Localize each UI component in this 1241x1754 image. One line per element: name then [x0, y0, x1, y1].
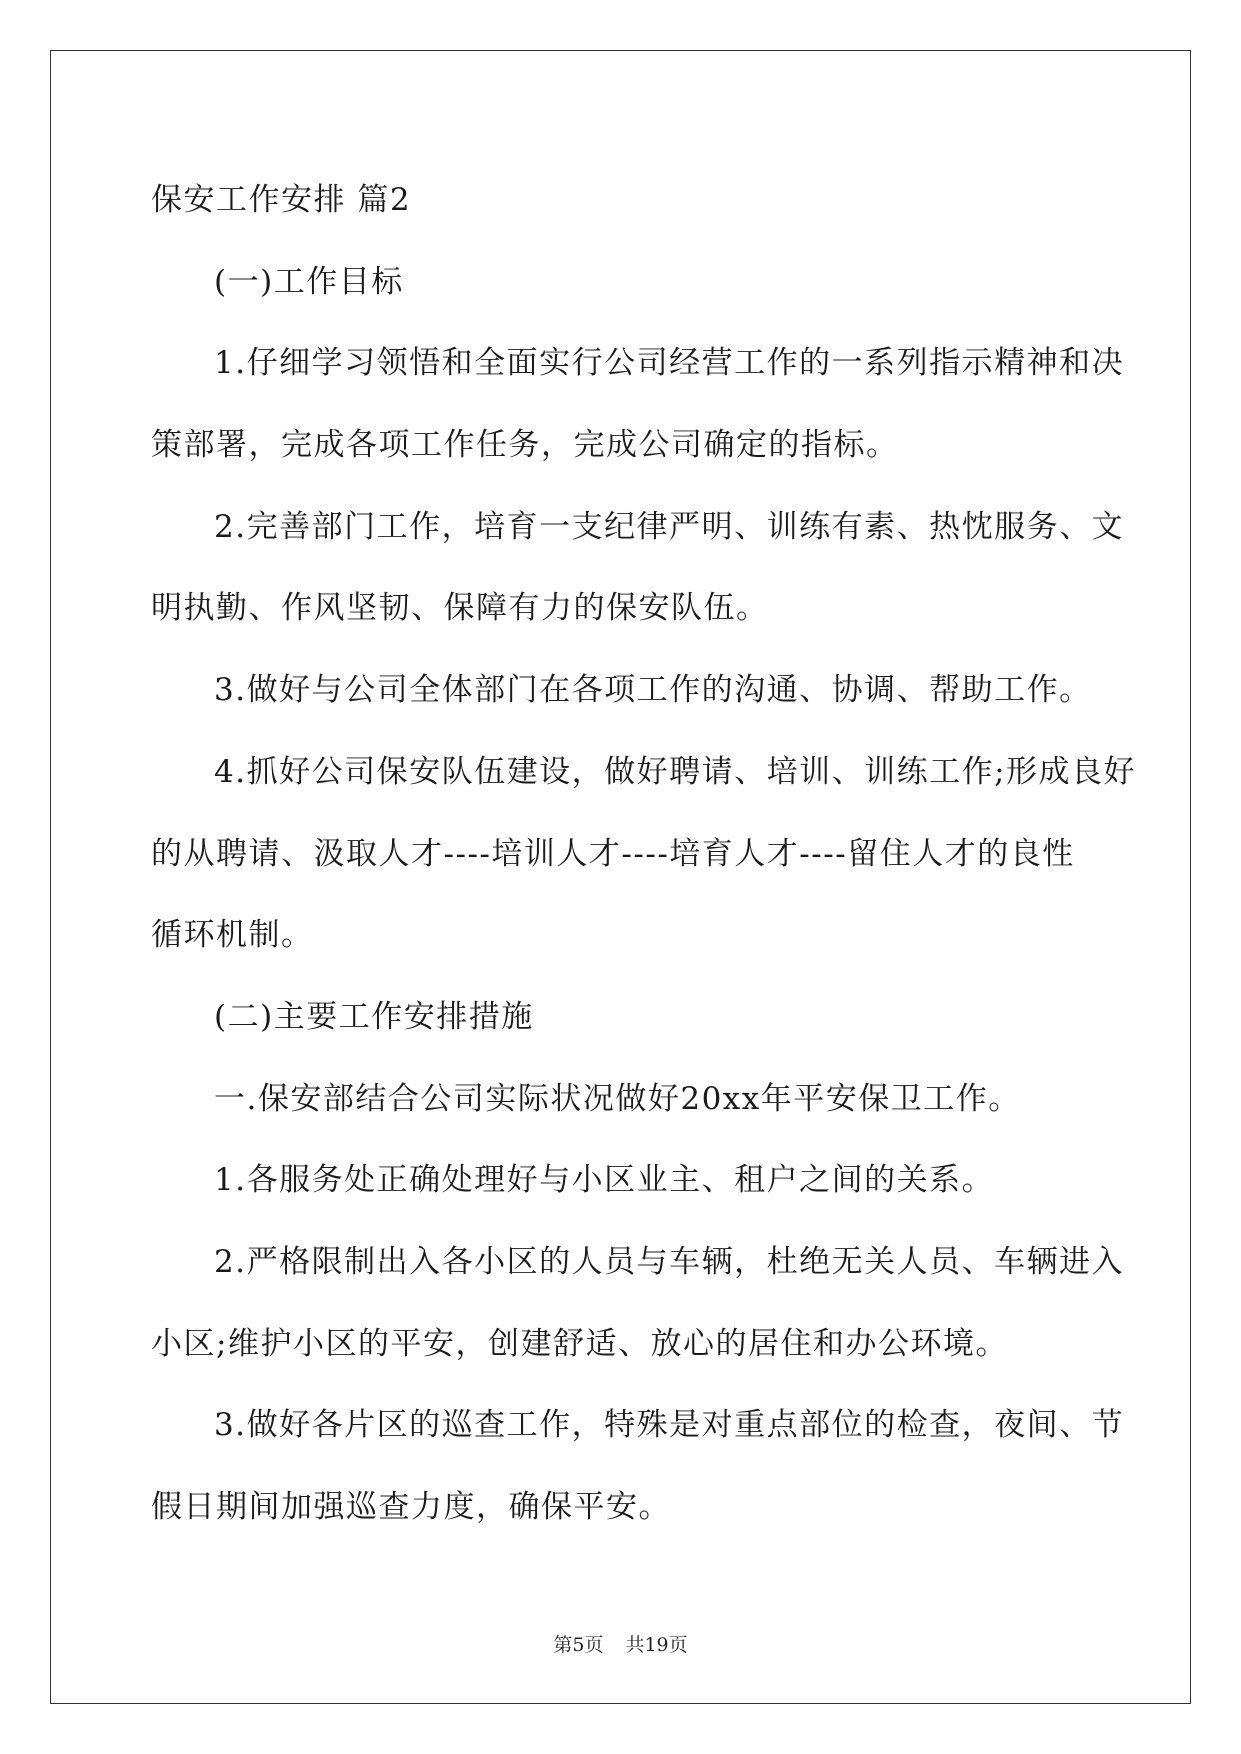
page-total: 共19页	[625, 1634, 688, 1656]
heading-main-measures: (二)主要工作安排措施	[214, 998, 534, 1035]
paragraph-line: 1.各服务处正确处理好与小区业主、租户之间的关系。	[214, 1162, 995, 1199]
paragraph-line: 假日期间加强巡查力度，确保平安。	[151, 1489, 671, 1525]
paragraph-line: 明执勤、作风坚韧、保障有力的保安队伍。	[151, 590, 769, 627]
paragraph-line: 2.严格限制出入各小区的人员与车辆，杜绝无关人员、车辆进入	[214, 1243, 1125, 1280]
section-title: 保安工作安排 篇2	[151, 182, 412, 218]
page-number: 第5页	[553, 1634, 604, 1656]
paragraph-line: 2.完善部门工作，培育一支纪律严明、训练有素、热忱服务、文	[214, 508, 1125, 545]
heading-work-goals: (一)工作目标	[214, 263, 404, 300]
document-body	[151, 160, 1137, 1549]
paragraph-line: 3.做好各片区的巡查工作，特殊是对重点部位的检查，夜间、节	[214, 1407, 1125, 1444]
paragraph-line: 策部署，完成各项工作任务，完成公司确定的指标。	[151, 427, 899, 464]
paragraph-line: 一.保安部结合公司实际状况做好20xx年平安保卫工作。	[214, 1080, 1021, 1117]
paragraph-line: 循环机制。	[151, 917, 314, 954]
page-footer	[0, 1630, 1241, 1657]
paragraph-line: 3.做好与公司全体部门在各项工作的沟通、协调、帮助工作。	[214, 672, 1092, 709]
paragraph-line: 的从聘请、汲取人才----培训人才----培育人才----留住人才的良性	[151, 835, 1075, 872]
paragraph-line: 小区;维护小区的平安，创建舒适、放心的居住和办公环境。	[151, 1325, 1008, 1362]
paragraph-line: 4.抓好公司保安队伍建设，做好聘请、培训、训练工作;形成良好	[214, 753, 1137, 790]
paragraph-line: 1.仔细学习领悟和全面实行公司经营工作的一系列指示精神和决	[214, 345, 1125, 382]
